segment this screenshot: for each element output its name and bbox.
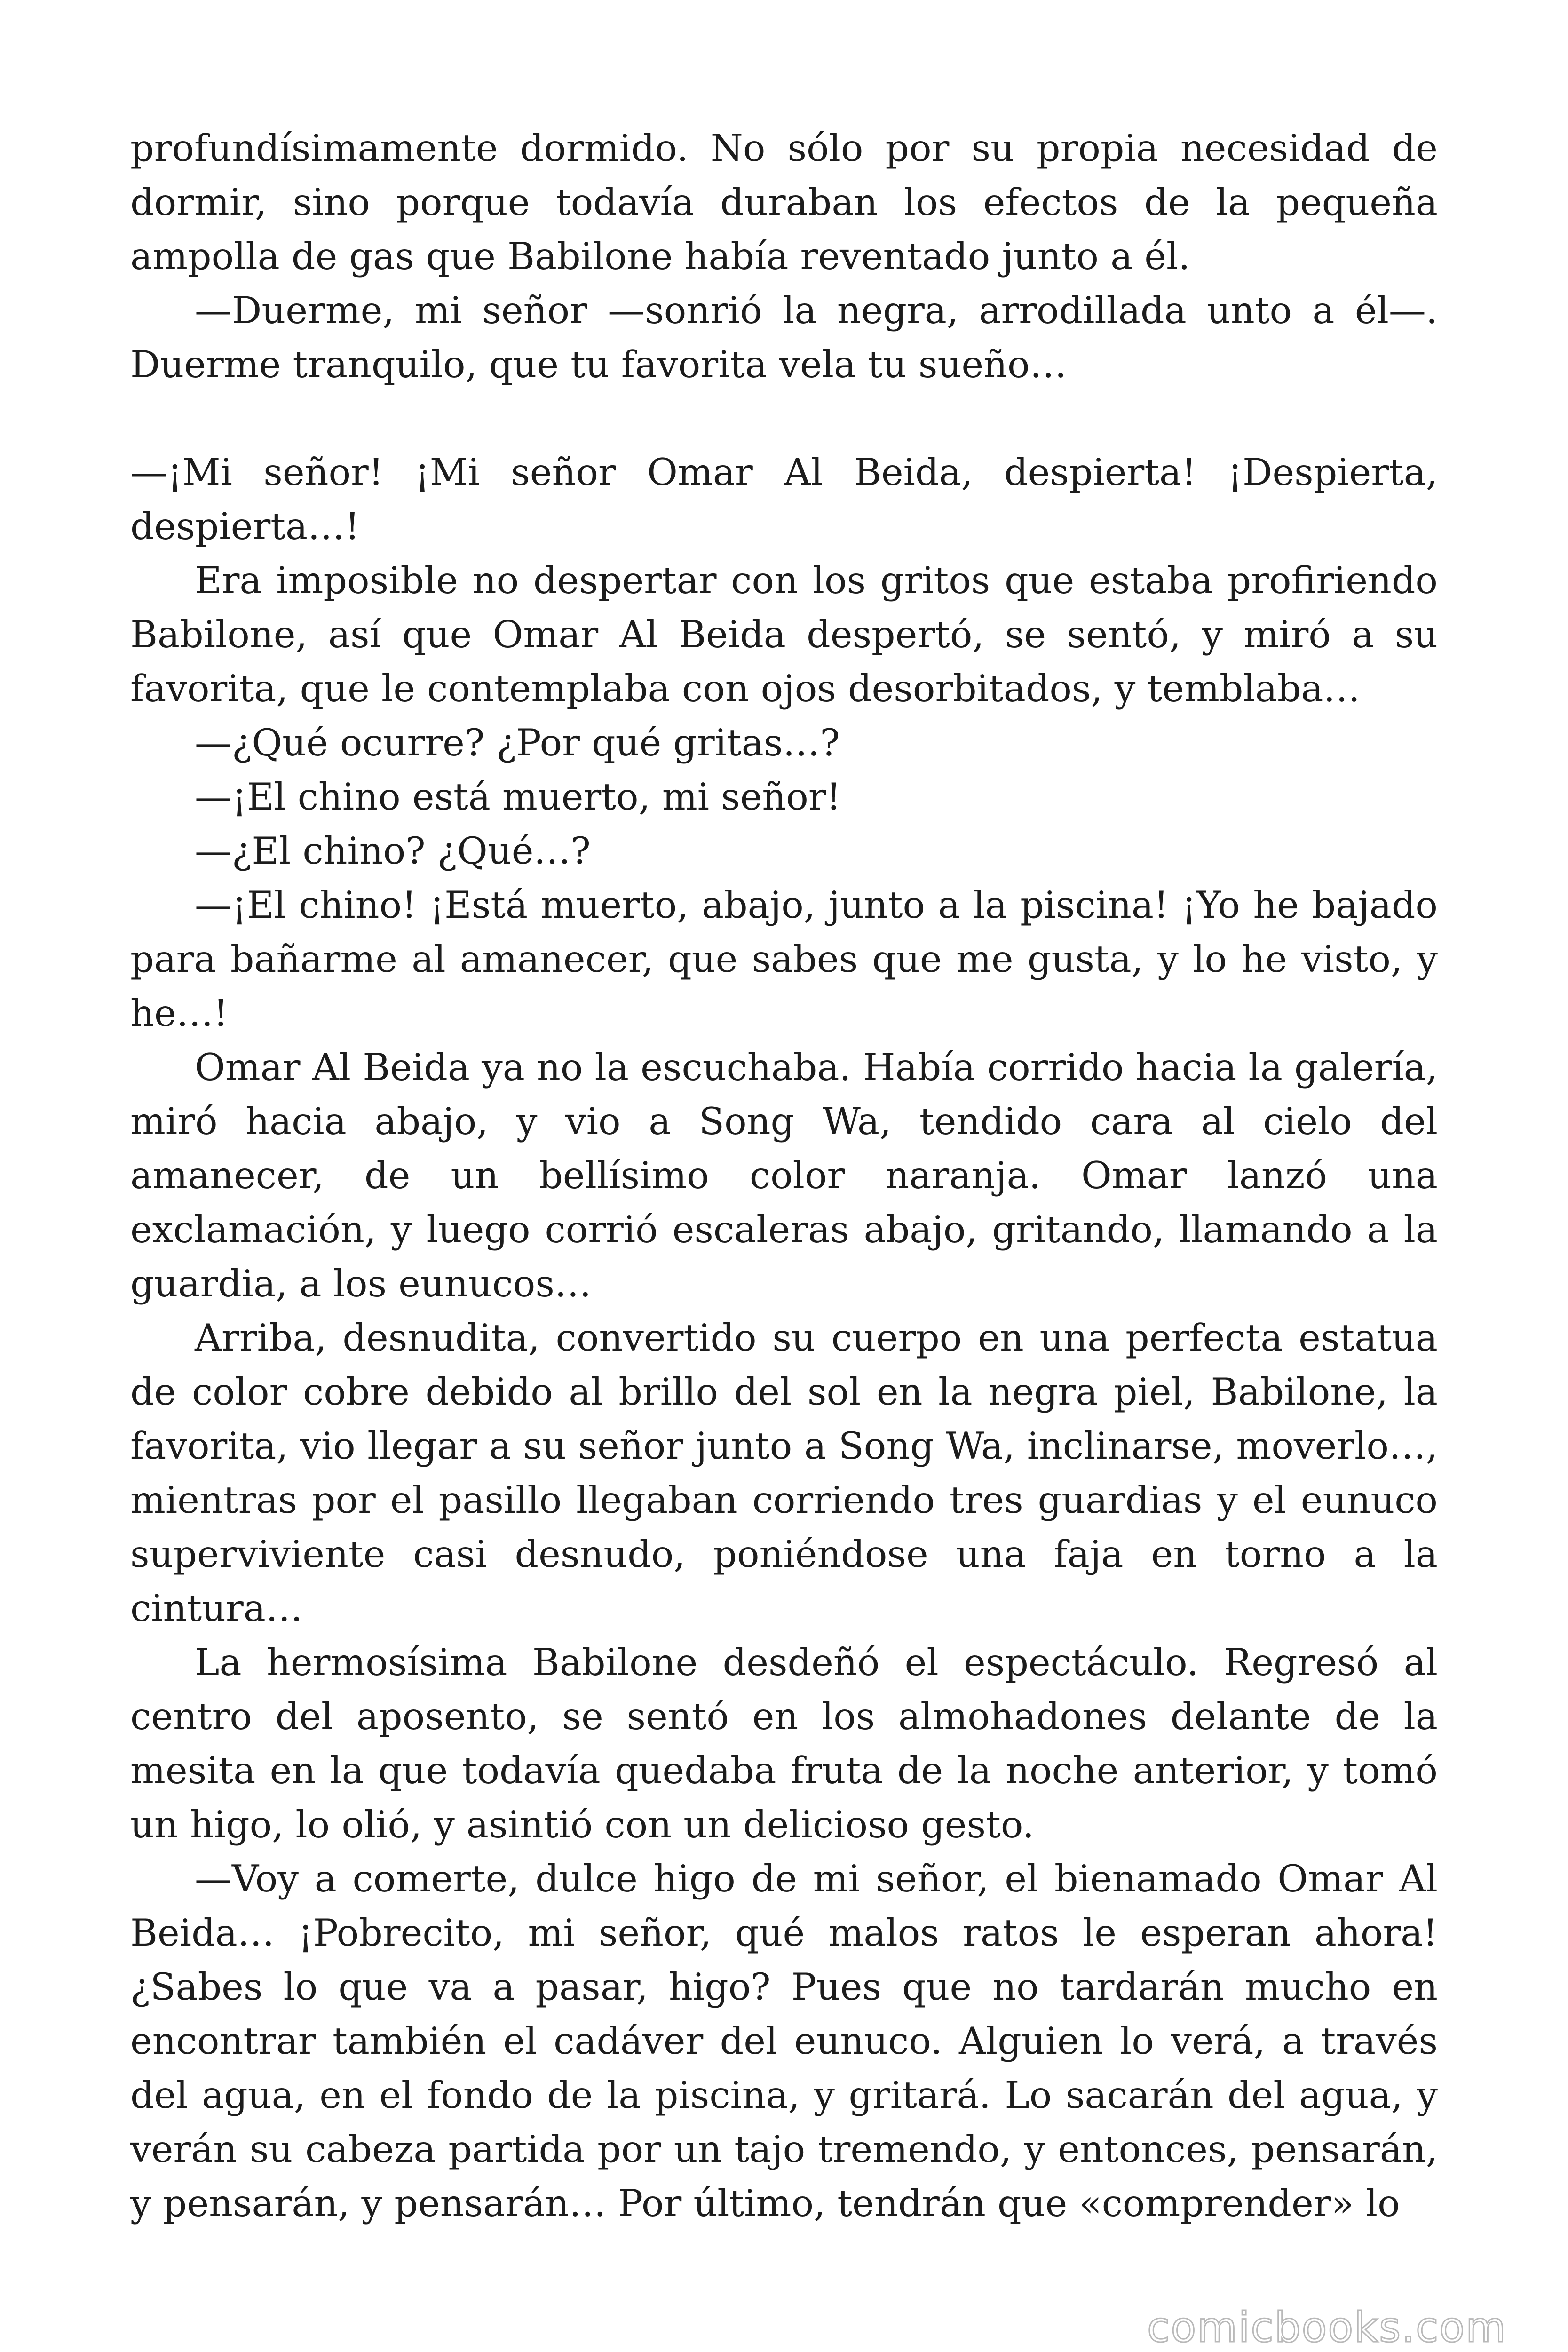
paragraph: —Duerme, mi señor —sonrió la negra, arrodillada unto a él—. Duerme tranquilo, que tu favorita vela tu sueño… (130, 289, 1438, 386)
paragraph: —¡El chino! ¡Está muerto, abajo, junto a la piscina! ¡Yo he bajado para bañarme al amanecer, que sabes que me gusta, y lo he visto, y he…! (130, 883, 1438, 1035)
paragraph: —¡Mi señor! ¡Mi señor Omar Al Beida, despierta! ¡Despierta, despierta…! (130, 451, 1438, 548)
paragraph: —¡El chino está muerto, mi señor! (195, 775, 841, 818)
paragraph: Arriba, desnudita, convertido su cuerpo en una perfecta estatua de color cobre debido al brillo del sol en la negra piel, Babilone, la favorita, vio llegar a su señor junto a Song Wa, inclinarse, moverlo…, mientras por el pasillo llegaban corriendo tres guardias y el eunuco superviviente casi desnudo, poniéndose una faja en torno a la cintura… (130, 1316, 1438, 1630)
paragraph: profundísimamente dormido. No sólo por su propia necesidad de dormir, sino porque todavía duraban los efectos de la pequeña ampolla de gas que Babilone había reventado junto a él. (130, 127, 1438, 278)
paragraph: La hermosísima Babilone desdeñó el espectáculo. Regresó al centro del aposento, se sentó en los almohadones delante de la mesita en la que todavía quedaba fruta de la noche anterior, y tomó un higo, lo olió, y asintió con un delicioso gesto. (130, 1641, 1438, 1846)
page-body (130, 121, 1438, 2231)
paragraph: —¿Qué ocurre? ¿Por qué gritas…? (195, 721, 840, 764)
paragraph: —¿El chino? ¿Qué…? (195, 829, 591, 873)
watermark: comicbooks.com (1147, 2303, 1507, 2352)
paragraph: Era imposible no despertar con los gritos que estaba profiriendo Babilone, así que Omar Al Beida despertó, se sentó, y miró a su favorita, que le contemplaba con ojos desorbitados, y temblaba… (130, 559, 1438, 710)
paragraph: Omar Al Beida ya no la escuchaba. Había corrido hacia la galería, miró hacia abajo, y vio a Song Wa, tendido cara al cielo del amanecer, de un bellísimo color naranja. Omar lanzó una exclamación, y luego corrió escaleras abajo, gritando, llamando a la guardia, a los eunucos… (130, 1046, 1438, 1305)
paragraph: —Voy a comerte, dulce higo de mi señor, el bienamado Omar Al Beida… ¡Pobrecito, mi señor, qué malos ratos le esperan ahora! ¿Sabes lo que va a pasar, higo? Pues que no tardarán mucho en encontrar también el cadáver del eunuco. Alguien lo verá, a través del agua, en el fondo de la piscina, y gritará. Lo sacarán del agua, y verán su cabeza partida por un tajo tremendo, y entonces, pensarán, y pensarán, y pensarán… Por último, tendrán que «comprender» lo (130, 1857, 1438, 2225)
